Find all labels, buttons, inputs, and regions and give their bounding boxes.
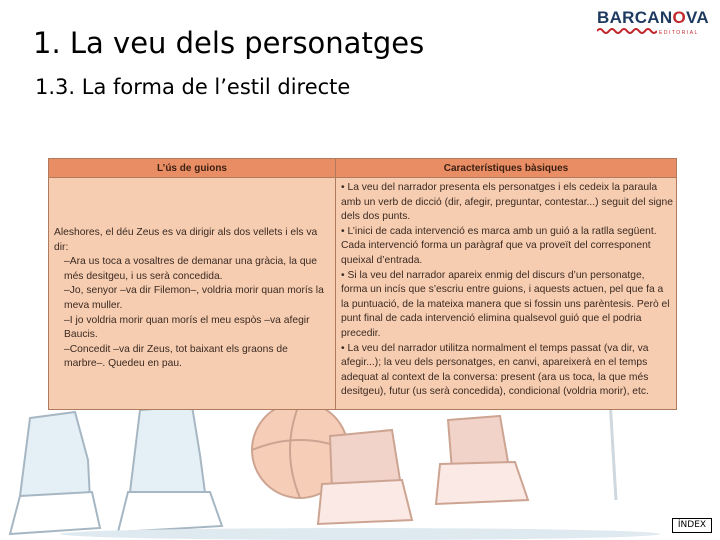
slide-title: 1. La veu dels personatges: [33, 26, 425, 60]
dialogue-line: –Jo, senyor –va dir Filemon–, voldria morir quan morís la meva muller.: [64, 285, 324, 311]
feature-item: • La veu del narrador presenta els personatges i els cedeix la paraula amb un verb de dicció (dir, afegir, preguntar, contestar...) seguit del signe dels dos punts.: [341, 182, 673, 223]
logo-wave-icon: [597, 27, 657, 35]
features-text: [341, 181, 673, 400]
dialogue-line: Aleshores, el déu Zeus es va dirigir als dos vellets i els va dir:: [54, 227, 318, 253]
table-header-right: Característiques bàsiques: [336, 159, 676, 178]
logo-name-start: BARCAN: [597, 8, 673, 27]
feature-item: • L’inici de cada intervenció es marca amb un guió a la ratlla següent. Cada intervenció forma un paràgraf que va proveït del corresponent queixal d’entrada.: [341, 225, 657, 266]
feature-item: • Si la veu del narrador apareix enmig del discurs d’un personatge, forma un incís que s’escriu entre guions, i aquests actuen, pel que fa a la puntuació, de la mateixa manera que si fossin uns parèntesis. Però el punt final de cada intervenció elimina qualsevol guió que el podria precedir.: [341, 269, 670, 339]
dialogue-line: –Concedit –va dir Zeus, tot baixant els graons de marbre–. Quedeu en pau.: [64, 343, 288, 370]
table-header-left: L’ús de guions: [49, 159, 336, 178]
dialogue-line: –Ara us toca a vosaltres de demanar una gràcia, la que més desitgeu, i us serà concedida.: [64, 256, 317, 282]
logo-name-end: VA: [686, 8, 709, 27]
dialogue-text: [54, 226, 330, 372]
dialogue-column: [49, 178, 336, 409]
comparison-table: [48, 158, 677, 410]
logo-name-o: O: [672, 8, 686, 27]
features-column: [336, 178, 676, 409]
logo-subtitle: EDITORIAL: [659, 30, 699, 36]
dialogue-line: –I jo voldria morir quan morís el meu espòs –va afegir Baucis.: [64, 314, 310, 341]
feature-item: • La veu del narrador utilitza normalment el temps passat (va dir, va afegir...); la veu dels personatges, en canvi, apareixerà en el temps adequat al context de la conversa: present (ara us toca, la que més desitgeu), futur (us serà concedida), condicional (voldria morir), etc.: [341, 342, 649, 398]
background-illustration: [0, 400, 720, 540]
slide-subtitle: 1.3. La forma de l’estil directe: [35, 75, 351, 99]
barcanova-logo: [597, 6, 713, 40]
index-button[interactable]: ÍNDEX: [672, 518, 712, 533]
